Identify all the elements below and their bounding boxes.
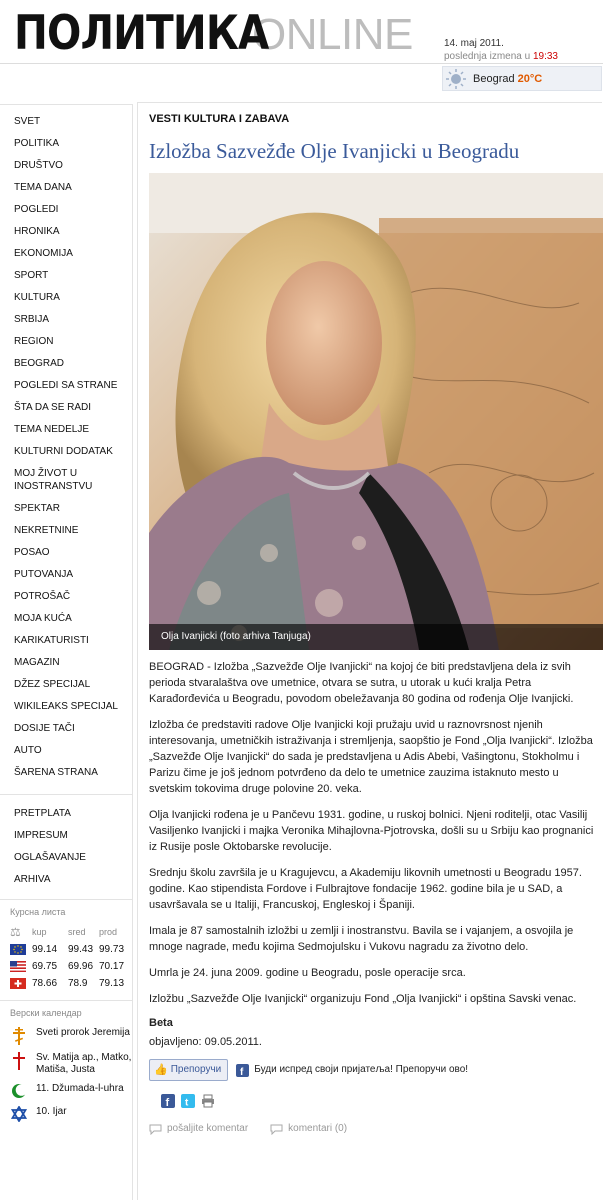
nav-item-kulturni-dodatak[interactable]: KULTURNI DODATAK: [14, 446, 113, 457]
current-date: 14. maj 2011.: [444, 38, 504, 49]
last-update-label: poslednja izmena u: [444, 51, 531, 62]
nav-item-spektar[interactable]: SPEKTAR: [14, 503, 60, 514]
nav-item-arhiva[interactable]: ARHIVA: [14, 874, 51, 885]
recommend-button[interactable]: [149, 1059, 228, 1081]
currency-kup: 78.66: [32, 978, 58, 989]
article-paragraph: Izložbu „Sazvežđe Olje Ivanjicki“ organizuju Fond „Olja Ivanjicki“ i opština Savski venac.: [149, 993, 577, 1005]
star-of-david-icon: [10, 1106, 28, 1122]
article-body: [149, 659, 601, 1137]
nav-item-tema-dana[interactable]: TEMA DANA: [14, 182, 72, 193]
nav-item-šarena-strana[interactable]: ŠARENA STRANA: [14, 767, 98, 778]
left-sidebar: [0, 104, 133, 1200]
nav-item-svet[interactable]: SVET: [14, 116, 41, 127]
comments-count-label: komentari (0): [288, 1123, 348, 1134]
currency-col-prod: prod: [99, 927, 118, 937]
share-icons: [149, 1094, 601, 1108]
facebook-prompt: [236, 1062, 468, 1078]
orthodox-cross-icon: [10, 1027, 28, 1045]
nav-item-oglašavanje[interactable]: OGLAŠAVANJE: [14, 852, 86, 863]
nav-item-pretplata[interactable]: PRETPLATA: [14, 808, 71, 819]
article-paragraph: Umrla je 24. juna 2009. godine u Beogradu, posle operacije srca.: [149, 967, 466, 979]
nav-divider: [0, 794, 132, 795]
calendar-entry[interactable]: [0, 1080, 132, 1103]
currency-sred: 69.96: [68, 961, 94, 972]
currency-row-eur[interactable]: [0, 941, 132, 958]
nav-item-ekonomija[interactable]: EKONOMIJA: [14, 248, 73, 259]
article-title: Izložba Sazvežđe Olje Ivanjicki u Beogradu: [149, 139, 520, 163]
weather-widget[interactable]: [442, 66, 602, 91]
nav-item-kultura[interactable]: KULTURA: [14, 292, 60, 303]
nav-item-pogledi[interactable]: POGLEDI: [14, 204, 59, 215]
ch-flag-icon: [10, 978, 26, 989]
nav-item-hronika[interactable]: HRONIKA: [14, 226, 60, 237]
facebook-icon: [236, 1064, 249, 1077]
comments-icon: [270, 1124, 283, 1135]
calendar-entry[interactable]: [0, 1024, 132, 1049]
nav-item-impresum[interactable]: IMPRESUM: [14, 830, 68, 841]
secondary-navigation: [0, 803, 132, 891]
currency-prod: 99.73: [99, 944, 125, 955]
photo-illustration: [149, 173, 603, 650]
currency-row-chf[interactable]: [0, 975, 132, 992]
currency-prod: 70.17: [99, 961, 125, 972]
comment-bubble-icon: [149, 1124, 162, 1135]
site-header: [0, 0, 603, 96]
currency-prod: 79.13: [99, 978, 125, 989]
catholic-cross-icon: [10, 1052, 28, 1076]
sidebar-divider: [0, 1000, 132, 1001]
logo-sub-text: ONLINE: [252, 10, 413, 59]
comment-links: [149, 1121, 601, 1137]
nav-item-društvo[interactable]: DRUŠTVO: [14, 160, 63, 171]
article-paragraph: Izložba će predstaviti radove Olje Ivanjicki koji pružaju uvid u raznovrsnost njenih interesovanja, umetničkih istraživanja i stremljenja, saopštio je Fond „Olja Ivanjicki“. Izložba „Sazvežđe Olje Ivanjicki“ do sada je predstavljena u Adis Abebi, Vašingtonu, Stokholmu i Parizu čime je još jednom potvrđeno da delo te umetnice zauzima istaknuto mesto u svetskim tokovima druge polovine 20. veka.: [149, 719, 593, 795]
sun-icon: [443, 67, 469, 91]
send-comment-link[interactable]: [149, 1121, 248, 1137]
nav-item-džez-specijal[interactable]: DŽEZ SPECIJAL: [14, 679, 91, 690]
calendar-text: 11. Džumada-l-uhra: [36, 1083, 124, 1094]
send-comment-label: pošaljite komentar: [167, 1123, 249, 1134]
nav-item-moj-život-u-inostranstvu[interactable]: MOJ ŽIVOT U INOSTRANSTVU: [14, 468, 93, 492]
nav-item-moja-kuća[interactable]: MOJA KUĆA: [14, 613, 72, 624]
facebook-share-icon[interactable]: [161, 1094, 175, 1108]
article-source: Beta: [149, 1017, 173, 1029]
currency-col-sred: sred: [68, 927, 86, 937]
article-container: [137, 102, 602, 1200]
article-photo: [149, 173, 603, 650]
main-navigation: [0, 111, 132, 784]
nav-item-potrošač[interactable]: POTROŠAČ: [14, 591, 71, 602]
currency-kup: 69.75: [32, 961, 58, 972]
weather-city: Beograd: [473, 72, 515, 85]
currency-icon: ⚖: [10, 925, 21, 939]
article-paragraph: Srednju školu završila je u Kragujevcu, a Akademiju likovnih umetnosti u Beogradu 1957. godine. Kao stipendista Fordove i Fulbrajtove fondacije 1962. godine bila je u SAD, a usavršavala se u Italiji, Francuskoj, Engleskoj i Španiji.: [149, 867, 582, 911]
header-divider: [0, 63, 603, 64]
logo-main-text: ПОЛИТИКА: [14, 6, 269, 61]
nav-item-posao[interactable]: POSAO: [14, 547, 50, 558]
nav-item-magazin[interactable]: MAGAZIN: [14, 657, 60, 668]
nav-item-sport[interactable]: SPORT: [14, 270, 49, 281]
nav-item-dosije-tači[interactable]: DOSIJE TAČI: [14, 723, 75, 734]
currency-title: Курсна листа: [10, 907, 66, 917]
published-date: objavljeno: 09.05.2011.: [149, 1036, 262, 1048]
nav-item-putovanja[interactable]: PUTOVANJA: [14, 569, 74, 580]
calendar-text: Sveti prorok Jeremija: [36, 1027, 130, 1038]
calendar-title: Верски календар: [10, 1008, 82, 1018]
currency-sred: 78.9: [68, 978, 88, 989]
nav-divider: [0, 899, 132, 900]
svg-text:t: t: [185, 1097, 189, 1108]
thumbs-up-icon: 👍: [154, 1064, 168, 1076]
nav-item-politika[interactable]: POLITIKA: [14, 138, 60, 149]
nav-item-srbija[interactable]: SRBIJA: [14, 314, 50, 325]
share-bar: [149, 1059, 601, 1081]
last-update: [444, 51, 558, 62]
nav-item-karikaturisti[interactable]: KARIKATURISTI: [14, 635, 89, 646]
nav-item-šta-da-se-radi[interactable]: ŠTA DA SE RADI: [14, 402, 92, 413]
svg-text:f: f: [165, 1097, 170, 1108]
site-logo[interactable]: [14, 6, 413, 62]
currency-row-usd[interactable]: [0, 958, 132, 975]
nav-item-wikileaks-specijal[interactable]: WIKILEAKS SPECIJAL: [14, 701, 118, 712]
photo-caption: Olja Ivanjicki (foto arhiva Tanjuga): [149, 624, 603, 650]
calendar-entry[interactable]: [0, 1103, 132, 1126]
facebook-prompt-text: Буди испред своји пријатеља! Препоручи ово!: [254, 1064, 469, 1075]
section-breadcrumb[interactable]: VESTI KULTURA I ZABAVA: [149, 113, 290, 125]
article-paragraph: Imala je 87 samostalnih izložbi u zemlji i inostranstvu. Bavila se i vajanjem, a osvojila je mnoge nagrade, među kojima Sedmojulsku i Vukovu nagradu za životno delo.: [149, 925, 574, 953]
nav-item-tema-nedelje[interactable]: TEMA NEDELJE: [14, 424, 90, 435]
article-paragraph: Olja Ivanjicki rođena je u Pančevu 1931. godine, u ruskoj bolnici. Njeni roditelji, otac Vasilij Vasiljenko Ivanjicki i majka Veronika Mihajlovna-Pjotrovska, došli su u Srbiju kao prognanici iz Rusije posle Oktobarske revolucije.: [149, 809, 594, 853]
print-icon[interactable]: [201, 1094, 215, 1108]
article-paragraph: BEOGRAD - Izložba „Sazvežđe Olje Ivanjicki“ na kojoj će biti predstavljena dela iz svih perioda stvaralaštva ove umetnice, otvara se sutra, u utorak u kući kralja Petra Karađorđevića u Beogradu, povodom obeležavanja 80 godina od rođenja Olje Ivanjicki.: [149, 661, 574, 705]
nav-item-pogledi-sa-strane[interactable]: POGLEDI SA STRANE: [14, 380, 118, 391]
calendar-text: Sv. Matija ap., Matko, Matiša, Justa: [36, 1052, 132, 1075]
calendar-entry[interactable]: [0, 1049, 132, 1080]
svg-text:f: f: [240, 1066, 244, 1077]
nav-item-nekretnine[interactable]: NEKRETNINE: [14, 525, 79, 536]
currency-sred: 99.43: [68, 944, 94, 955]
nav-item-region[interactable]: REGION: [14, 336, 54, 347]
recommend-label: Препоручи: [170, 1064, 222, 1075]
calendar-text: 10. Ijar: [36, 1106, 67, 1117]
crescent-icon: [10, 1083, 28, 1099]
us-flag-icon: [10, 961, 26, 972]
currency-kup: 99.14: [32, 944, 58, 955]
nav-item-auto[interactable]: AUTO: [14, 745, 42, 756]
currency-header: [0, 923, 132, 941]
nav-item-beograd[interactable]: BEOGRAD: [14, 358, 65, 369]
weather-temperature: 20°C: [517, 72, 543, 85]
twitter-share-icon[interactable]: [181, 1094, 195, 1108]
last-update-time: 19:33: [532, 51, 558, 62]
comments-count-link[interactable]: [270, 1121, 347, 1137]
currency-col-kup: kup: [32, 927, 47, 937]
eu-flag-icon: [10, 944, 26, 955]
